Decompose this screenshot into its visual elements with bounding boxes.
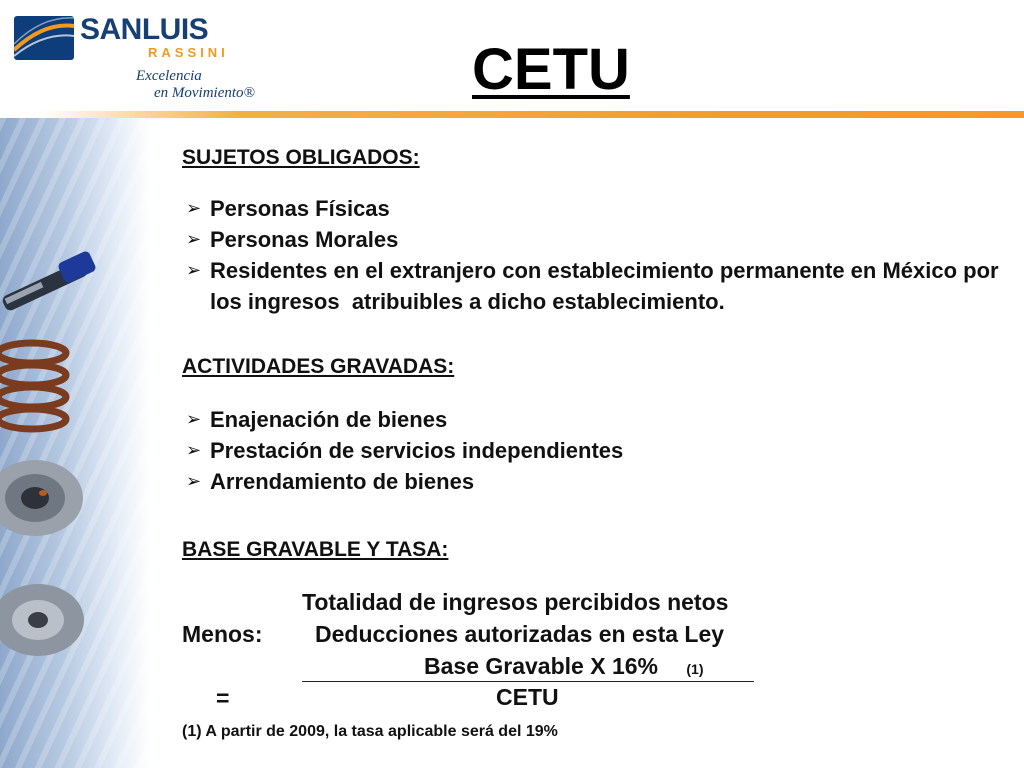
- brake-disc-image: [0, 443, 95, 553]
- arrow-bullet-icon: ➢: [186, 229, 202, 249]
- heading-actividades-gravadas: ACTIVIDADES GRAVADAS:: [182, 355, 455, 378]
- company-logo: [14, 12, 274, 104]
- heading-base-gravable: BASE GRAVABLE Y TASA:: [182, 538, 449, 561]
- formula-menos-label: Menos:: [182, 621, 263, 647]
- arrow-bullet-icon: ➢: [186, 440, 202, 460]
- formula-base-gravable: Base Gravable X 16% (1): [424, 653, 704, 679]
- formula-result: CETU: [496, 684, 559, 710]
- list-item: ➢ Prestación de servicios independientes: [186, 435, 623, 466]
- logo-tagline-line-2: en Movimiento®: [154, 85, 255, 101]
- list-item: ➢ Enajenación de bienes: [186, 404, 623, 435]
- footnote: (1) A partir de 2009, la tasa aplicable será del 19%: [182, 723, 558, 740]
- list-item: ➢ Arrendamiento de bienes: [186, 466, 623, 497]
- logo-emblem: [14, 16, 74, 60]
- formula-deducciones: Deducciones autorizadas en esta Ley: [315, 621, 725, 647]
- logo-tagline-line-1: Excelencia: [136, 68, 202, 84]
- decorative-parts-strip: [0, 118, 150, 768]
- formula-equals: =: [216, 685, 230, 711]
- arrow-bullet-icon: ➢: [186, 471, 202, 491]
- coil-spring-image: [0, 333, 82, 433]
- list-item: ➢ Residentes en el extranjero con establecimiento permanente en México por los ingresos atribuibles a dicho establecimiento.: [186, 255, 1006, 317]
- slide-title: CETU: [472, 37, 630, 102]
- footnote-marker: (1): [686, 661, 704, 677]
- list-sujetos: [186, 193, 1017, 317]
- logo-name: SANLUIS: [80, 13, 209, 46]
- shock-absorber-image: [0, 238, 110, 328]
- list-item: ➢ Personas Morales: [186, 224, 1006, 255]
- formula-underline: [302, 681, 754, 682]
- list-item: ➢ Personas Físicas: [186, 193, 1006, 224]
- formula-ingresos: Totalidad de ingresos percibidos netos: [302, 589, 729, 615]
- arrow-bullet-icon: ➢: [186, 198, 202, 218]
- arrow-bullet-icon: ➢: [186, 260, 202, 280]
- brake-drum-image: [0, 568, 100, 678]
- list-actividades: [186, 404, 623, 497]
- logo-subname: RASSINI: [148, 45, 229, 60]
- heading-sujetos-obligados: SUJETOS OBLIGADOS:: [182, 146, 420, 169]
- header-accent-line: [40, 111, 1024, 118]
- arrow-bullet-icon: ➢: [186, 409, 202, 429]
